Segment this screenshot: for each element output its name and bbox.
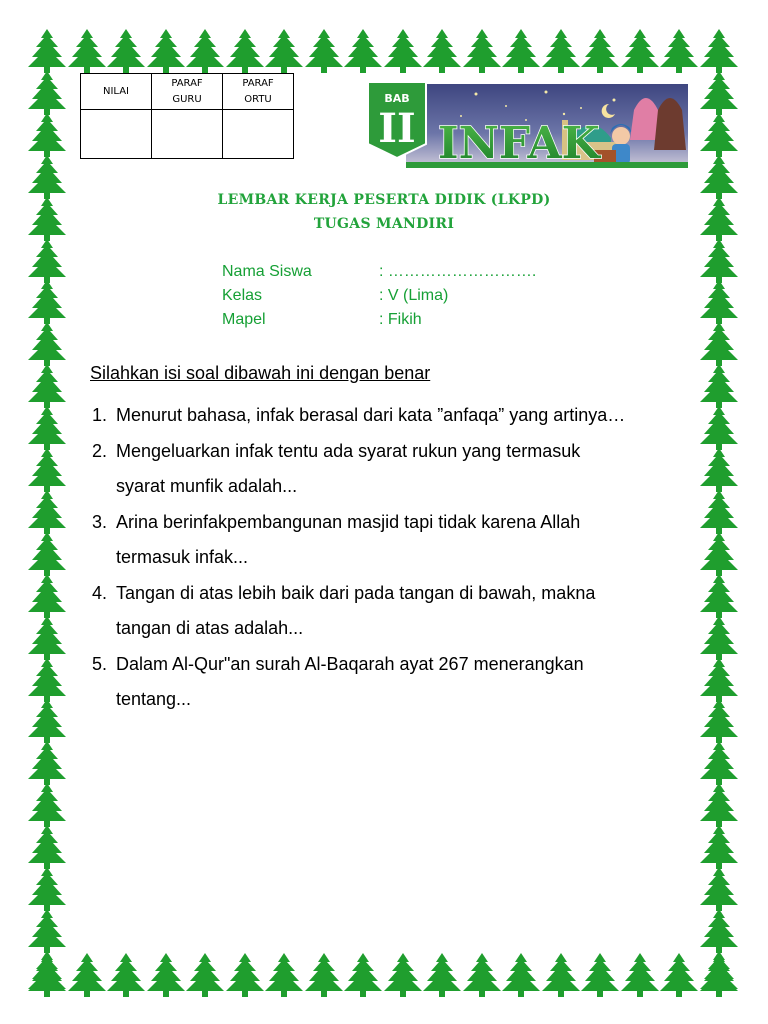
nama-label: Nama Siswa	[222, 263, 312, 280]
tree-icon	[26, 824, 68, 870]
tree-icon	[421, 28, 463, 74]
tree-icon	[500, 28, 542, 74]
paraf-ortu-cell	[223, 110, 294, 159]
tree-icon	[698, 321, 740, 367]
nilai-cell	[81, 110, 152, 159]
score-table-header-row	[81, 74, 294, 110]
paraf-guru-cell	[152, 110, 223, 159]
tree-icon	[145, 28, 187, 74]
kelas-label: Kelas	[222, 287, 263, 304]
tree-icon	[26, 238, 68, 284]
tree-icon	[26, 615, 68, 661]
tree-icon	[26, 908, 68, 954]
instruction-heading: Silahkan isi soal dibawah ini dengan benar	[90, 363, 431, 383]
question-number: 2.	[92, 440, 108, 461]
tree-icon	[698, 363, 740, 409]
question-text: Arina berinfakpembangunan masjid tapi tidak karena Allah	[116, 511, 581, 532]
tree-icon	[421, 952, 463, 998]
tree-icon	[26, 489, 68, 535]
nama-value: : ……………………….	[379, 263, 537, 280]
question-text: Mengeluarkan infak tentu ada syarat rukun yang termasuk	[116, 440, 581, 461]
question-text: Dalam Al-Qur"an surah Al-Baqarah ayat 267 menerangkan	[116, 653, 584, 674]
question-number: 1.	[92, 405, 108, 425]
tree-icon	[698, 238, 740, 284]
tree-icon	[224, 28, 266, 74]
question-text-continued: tangan di atas adalah...	[116, 618, 304, 638]
tree-icon	[698, 740, 740, 786]
question-item	[92, 398, 692, 434]
tree-icon	[698, 489, 740, 535]
tree-icon	[698, 824, 740, 870]
badge-number: II	[378, 105, 416, 152]
tree-icon	[698, 908, 740, 954]
tree-icon	[698, 573, 740, 619]
tree-icon	[26, 28, 68, 74]
mapel-label: Mapel	[222, 311, 266, 328]
question-text-continued: tentang...	[116, 689, 192, 709]
tree-icon	[303, 28, 345, 74]
tree-icon	[26, 866, 68, 912]
tree-icon	[26, 740, 68, 786]
tree-icon	[105, 28, 147, 74]
question-text: Tangan di atas lebih baik dari pada tangan di bawah, makna	[116, 582, 596, 603]
tree-icon	[579, 952, 621, 998]
tree-icon	[26, 321, 68, 367]
tree-icon	[263, 952, 305, 998]
tree-icon	[698, 782, 740, 828]
paraf-guru-header: PARAF GURU	[152, 74, 223, 110]
tree-icon	[500, 952, 542, 998]
tree-icon	[26, 531, 68, 577]
tree-icon	[26, 363, 68, 409]
tree-icon	[26, 950, 68, 996]
question-text: Menurut bahasa, infak berasal dari kata ”anfaqa” yang artinya…	[116, 405, 626, 425]
tree-icon	[698, 447, 740, 493]
tree-icon	[26, 279, 68, 325]
paraf-ortu-header: PARAF ORTU	[223, 74, 294, 110]
tree-icon	[698, 615, 740, 661]
question-text-continued: syarat munfik adalah...	[116, 476, 298, 496]
tree-icon	[26, 70, 68, 116]
question-number: 3.	[92, 511, 108, 532]
tree-icon	[698, 279, 740, 325]
tree-icon	[26, 698, 68, 744]
tree-icon	[698, 657, 740, 703]
kelas-value: : V (Lima)	[379, 287, 449, 304]
nilai-header: NILAI	[81, 74, 152, 110]
tree-icon	[698, 112, 740, 158]
tree-icon	[26, 405, 68, 451]
question-item	[92, 505, 692, 576]
tree-icon	[382, 28, 424, 74]
question-number: 5.	[92, 653, 108, 674]
tree-icon	[303, 952, 345, 998]
tree-icon	[658, 28, 700, 74]
tree-icon	[66, 952, 108, 998]
question-item	[92, 576, 692, 647]
tree-icon	[540, 28, 582, 74]
tree-icon	[224, 952, 266, 998]
tree-icon	[698, 531, 740, 577]
tree-icon	[619, 952, 661, 998]
tree-icon	[342, 952, 384, 998]
tree-icon	[263, 28, 305, 74]
question-text-continued: termasuk infak...	[116, 547, 249, 567]
tree-icon	[26, 112, 68, 158]
tree-icon	[461, 952, 503, 998]
tree-icon	[698, 405, 740, 451]
banner-title: INFAK	[438, 118, 600, 169]
tree-icon	[184, 952, 226, 998]
tree-icon	[145, 952, 187, 998]
worksheet-subtitle: TUGAS MANDIRI	[313, 216, 455, 232]
tree-icon	[658, 952, 700, 998]
tree-icon	[66, 28, 108, 74]
worksheet-title: LEMBAR KERJA PESERTA DIDIK (LKPD)	[217, 192, 551, 208]
tree-icon	[382, 952, 424, 998]
tree-icon	[698, 698, 740, 744]
tree-icon	[26, 573, 68, 619]
badge-label: BAB	[384, 92, 410, 105]
tree-icon	[461, 28, 503, 74]
score-table-body-row	[81, 110, 294, 159]
tree-icon	[342, 28, 384, 74]
tree-icon	[698, 28, 740, 74]
tree-icon	[26, 447, 68, 493]
chapter-banner	[366, 80, 688, 170]
tree-icon	[698, 950, 740, 996]
question-list	[92, 398, 692, 718]
tree-icon	[619, 28, 661, 74]
mapel-value: : Fikih	[379, 311, 422, 328]
tree-icon	[105, 952, 147, 998]
tree-icon	[26, 782, 68, 828]
question-number: 4.	[92, 582, 108, 603]
tree-icon	[184, 28, 226, 74]
question-item	[92, 434, 692, 505]
question-item	[92, 647, 692, 718]
tree-icon	[26, 657, 68, 703]
tree-icon	[698, 866, 740, 912]
tree-icon	[698, 70, 740, 116]
tree-icon	[579, 28, 621, 74]
tree-icon	[540, 952, 582, 998]
score-table	[80, 73, 294, 159]
